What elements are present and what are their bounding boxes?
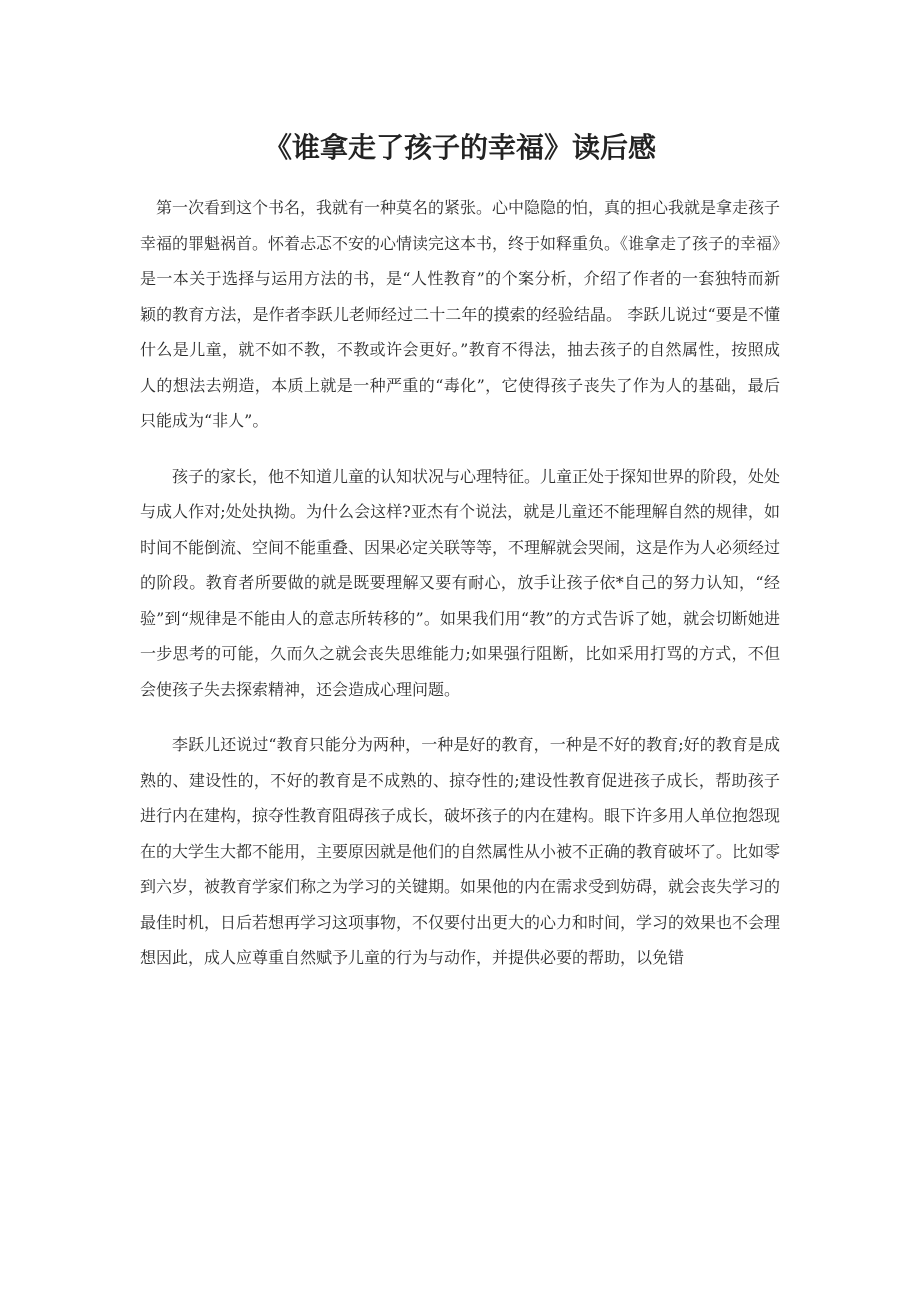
paragraph-2: 孩子的家长，他不知道儿童的认知状况与心理特征。儿童正处于探知世界的阶段，处处与成人作对;处处执拗。为什么会这样?亚杰有个说法，就是儿童还不能理解自然的规律，如时间不能倒流、空间不能重叠、因果必定关联等等，不理解就会哭闹，这是作为人必须经过的阶段。教育者所要做的就是既要理解又要有耐心，放手让孩子依*自己的努力认知，“经验”到“规律是不能由人的意志所转移的”。如果我们用“教”的方式告诉了她，就会切断她进一步思考的可能，久而久之就会丧失思维能力;如果强行阻断，比如采用打骂的方式，不但会使孩子失去探索精神，还会造成心理问题。 xyxy=(140,466,781,699)
document-title: 《谁拿走了孩子的幸福》读后感 xyxy=(263,131,656,164)
paragraph-3: 李跃儿还说过“教育只能分为两种，一种是好的教育，一种是不好的教育;好的教育是成熟的、建设性的，不好的教育是不成熟的、掠夺性的;建设性教育促进孩子成长，帮助孩子进行内在建构，掠夺性教育阻碍孩子成长，破坏孩子的内在建构。眼下许多用人单位抱怨现在的大学生大都不能用，主要原因就是他们的自然属性从小被不正确的教育破坏了。比如零到六岁，被教育学家们称之为学习的关键期。如果他的内在需求受到妨碍，就会丧失学习的最佳时机，日后若想再学习这项事物，不仅要付出更大的心力和时间，学习的效果也不会理想因此，成人应尊重自然赋予儿童的行为与动作，并提供必要的帮助，以免错 xyxy=(140,735,781,967)
paragraph-1: 第一次看到这个书名，我就有一种莫名的紧张。心中隐隐的怕，真的担心我就是拿走孩子幸福的罪魁祸首。怀着忐忑不安的心情读完这本书，终于如释重负。《谁拿走了孩子的幸福》是一本关于选择与运用方法的书，是“人性教育”的个案分析，介绍了作者的一套独特而新颖的教育方法，是作者李跃儿老师经过二十二年的摸索的经验结晶。 李跃儿说过“要是不懂什么是儿童，就不如不教，不教或许会更好。”教育不得法，抽去孩子的自然属性，按照成人的想法去朔造，本质上就是一种严重的“毒化”，它使得孩子丧失了作为人的基础，最后只能成为“非人”。 xyxy=(140,198,781,430)
document-body xyxy=(140,190,780,996)
